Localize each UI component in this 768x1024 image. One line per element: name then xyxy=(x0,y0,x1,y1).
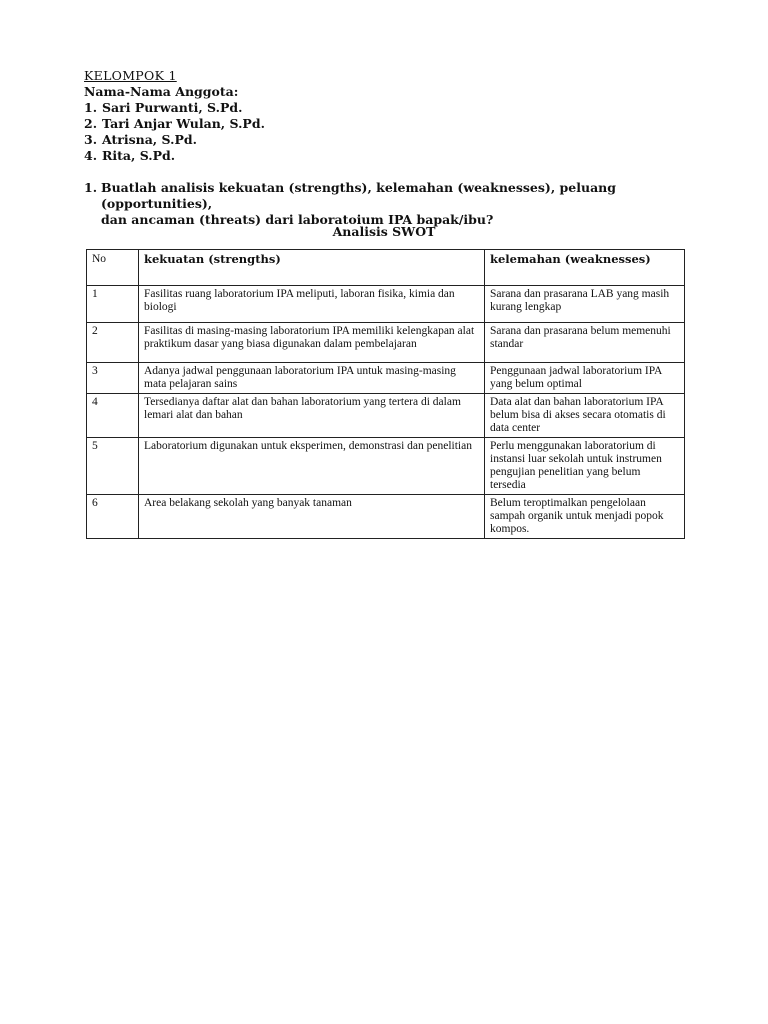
group-header xyxy=(84,68,265,164)
weakness-cell: Sarana dan prasarana belum memenuhi standar xyxy=(485,323,685,363)
member-name: Rita, S.Pd. xyxy=(102,148,176,163)
list-item xyxy=(84,132,265,148)
member-name: Atrisna, S.Pd. xyxy=(102,132,197,147)
weakness-cell: Sarana dan prasarana LAB yang masih kurang lengkap xyxy=(485,286,685,323)
row-number: 4 xyxy=(87,394,139,438)
row-number: 2 xyxy=(87,323,139,363)
weakness-cell: Belum teroptimalkan pengelolaan sampah organik untuk menjadi popok kompos. xyxy=(485,495,685,539)
table-title: Analisis SWOT xyxy=(332,224,436,239)
member-name: Sari Purwanti, S.Pd. xyxy=(102,100,243,115)
swot-table xyxy=(86,249,685,539)
strength-cell: Fasilitas ruang laboratorium IPA meliputi, laboran fisika, kimia dan biologi xyxy=(139,286,485,323)
list-item xyxy=(84,116,265,132)
row-number: 5 xyxy=(87,438,139,495)
group-title: KELOMPOK 1 xyxy=(84,68,177,83)
member-number: 3. xyxy=(84,132,98,147)
strength-cell: Tersedianya daftar alat dan bahan laboratorium yang tertera di dalam lemari alat dan bahan xyxy=(139,394,485,438)
table-header-row xyxy=(87,250,685,286)
row-number: 1 xyxy=(87,286,139,323)
member-number: 2. xyxy=(84,116,98,131)
table-row xyxy=(87,438,685,495)
header-no: No xyxy=(87,250,139,286)
question-number: 1. xyxy=(84,180,98,195)
strength-cell: Area belakang sekolah yang banyak tanaman xyxy=(139,495,485,539)
question-line-2: dan ancaman (threats) dari laboratoium IPA bapak/ibu? xyxy=(101,212,494,227)
header-strengths: kekuatan (strengths) xyxy=(139,250,485,286)
header-weaknesses: kelemahan (weaknesses) xyxy=(485,250,685,286)
members-label: Nama-Nama Anggota: xyxy=(84,84,239,99)
strength-cell: Laboratorium digunakan untuk eksperimen, demonstrasi dan penelitian xyxy=(139,438,485,495)
strength-cell: Fasilitas di masing-masing laboratorium IPA memiliki kelengkapan alat praktikum dasar yang biasa digunakan dalam pembelajaran xyxy=(139,323,485,363)
row-number: 3 xyxy=(87,363,139,394)
weakness-cell: Data alat dan bahan laboratorium IPA belum bisa di akses secara otomatis di data center xyxy=(485,394,685,438)
row-number: 6 xyxy=(87,495,139,539)
list-item xyxy=(84,148,265,164)
question-line-1: Buatlah analisis kekuatan (strengths), kelemahan (weaknesses), peluang (opportunities), xyxy=(101,180,616,211)
member-number: 1. xyxy=(84,100,98,115)
table-row xyxy=(87,394,685,438)
question xyxy=(84,180,684,228)
strength-cell: Adanya jadwal penggunaan laboratorium IPA untuk masing-masing mata pelajaran sains xyxy=(139,363,485,394)
weakness-cell: Perlu menggunakan laboratorium di instansi luar sekolah untuk instrumen pengujian penelitian yang belum tersedia xyxy=(485,438,685,495)
table-row xyxy=(87,363,685,394)
member-name: Tari Anjar Wulan, S.Pd. xyxy=(102,116,265,131)
table-row xyxy=(87,323,685,363)
table-row xyxy=(87,495,685,539)
members-list xyxy=(84,100,265,164)
weakness-cell: Penggunaan jadwal laboratorium IPA yang belum optimal xyxy=(485,363,685,394)
table-row xyxy=(87,286,685,323)
list-item xyxy=(84,100,265,116)
member-number: 4. xyxy=(84,148,98,163)
